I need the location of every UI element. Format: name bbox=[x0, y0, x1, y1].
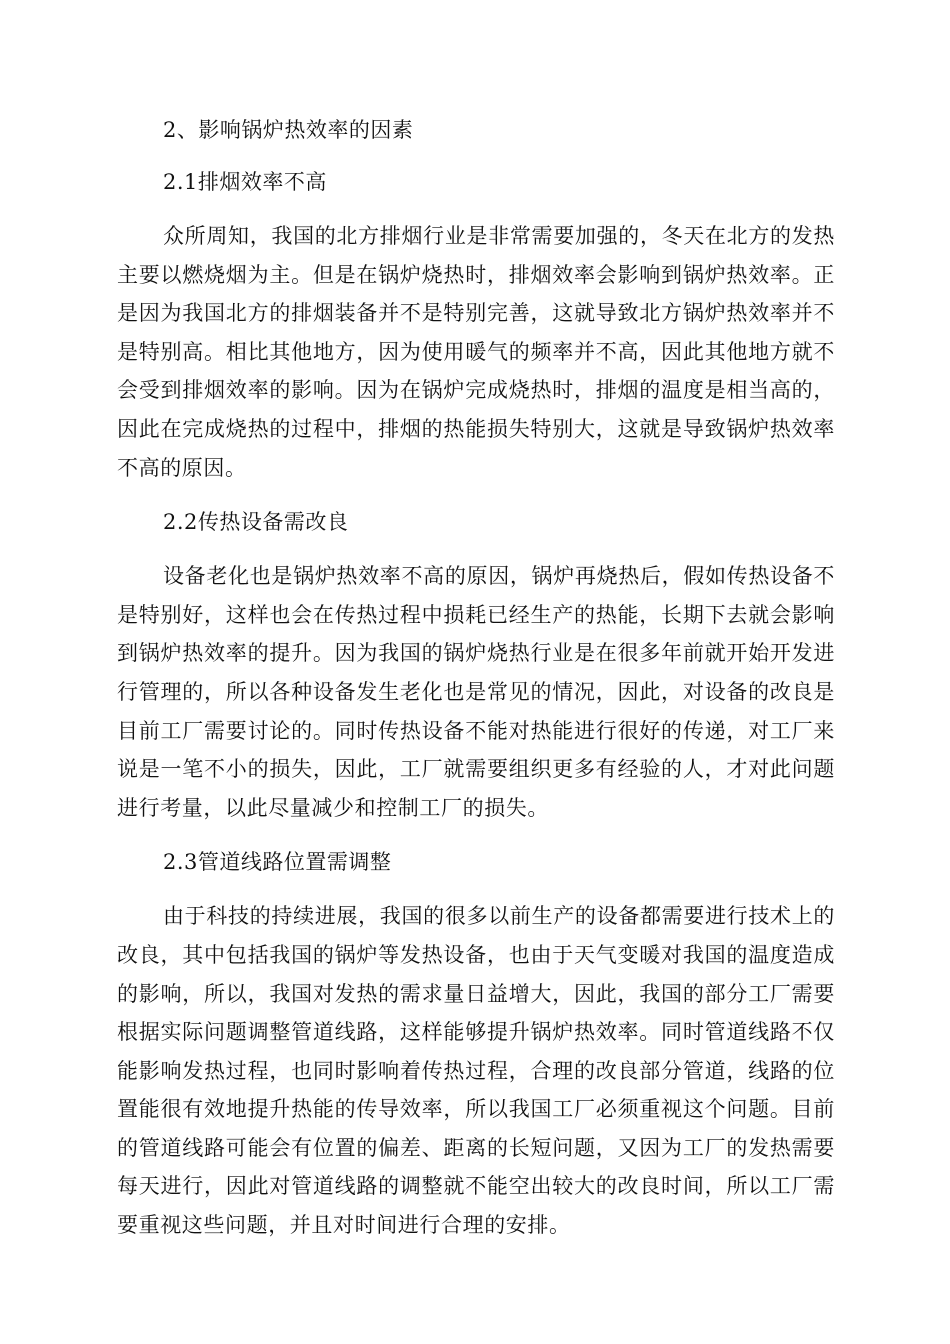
section-heading-2-2: 2.2传热设备需改良 bbox=[163, 510, 349, 535]
section-heading-2-3: 2.3管道线路位置需调整 bbox=[163, 850, 392, 875]
paragraph-2-3: 由于科技的持续进展，我国的很多以前生产的设备都需要进行技术上的改良，其中包括我国的锅炉等发热设备，也由于天气变暖对我国的温度造成的影响，所以，我国对发热的需求量日益增大，因此，我国的部分工厂需要根据实际问题调整管道线路，这样能够提升锅炉热效率。同时管道线路不仅能影响发热过程，也同时影响着传热过程，合理的改良部分管道，线路的位置能很有效地提升热能的传导效率，所以我国工厂必须重视这个问题。目前的管道线路可能会有位置的偏差、距离的长短问题，又因为工厂的发热需要每天进行，因此对管道线路的调整就不能空出较大的改良时间，所以工厂需要重视这些问题，并且对时间进行合理的安排。 bbox=[117, 904, 835, 1238]
section-heading-2: 2、影响锅炉热效率的因素 bbox=[163, 118, 414, 142]
section-heading-2-1: 2.1排烟效率不高 bbox=[163, 170, 327, 194]
paragraph-2-2: 设备老化也是锅炉热效率不高的原因，锅炉再烧热后，假如传热设备不是特别好，这样也会在传热过程中损耗已经生产的热能，长期下去就会影响到锅炉热效率的提升。因为我国的锅炉烧热行业是在很多年前就开始开发进行管理的，所以各种设备发生老化也是常见的情况，因此，对设备的改良是目前工厂需要讨论的。同时传热设备不能对热能进行很好的传递，对工厂来说是一笔不小的损失，因此，工厂就需要组织更多有经验的人，才对此问题进行考量，以此尽量减少和控制工厂的损失。 bbox=[117, 564, 835, 820]
document-body bbox=[117, 111, 835, 1245]
paragraph-2-1: 众所周知，我国的北方排烟行业是非常需要加强的，冬天在北方的发热主要以燃烧烟为主。但是在锅炉烧热时，排烟效率会影响到锅炉热效率。正是因为我国北方的排烟装备并不是特别完善，这就导致北方锅炉热效率并不是特别高。相比其他地方，因为使用暖气的频率并不高，因此其他地方就不会受到排烟效率的影响。因为在锅炉完成烧热时，排烟的温度是相当高的，因此在完成烧热的过程中，排烟的热能损失特别大，这就是导致锅炉热效率不高的原因。 bbox=[117, 224, 835, 480]
